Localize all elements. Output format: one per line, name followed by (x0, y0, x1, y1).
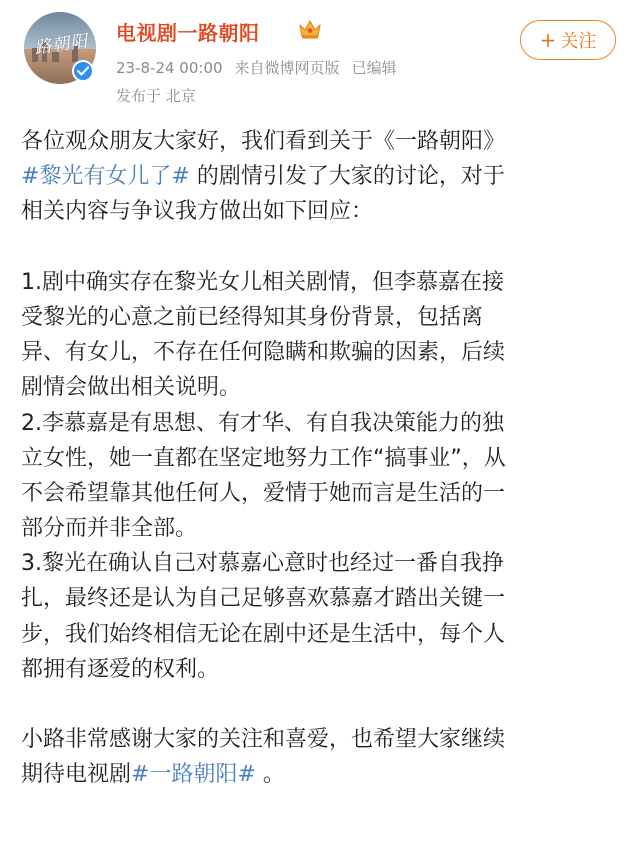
verified-badge-icon (72, 60, 94, 82)
post-line: 剧情会做出相关说明。 (21, 375, 242, 401)
post-line: 不会希望靠其他任何人，爱情于她而言是生活的一 (21, 480, 506, 506)
account-name[interactable]: 电视剧一路朝阳 (116, 21, 260, 45)
post-line: 部分而并非全部。 (21, 516, 198, 542)
post-line: 受黎光的心意之前已经得知其身份背景，包括离 (21, 304, 484, 330)
post-line: 2.李慕嘉是有思想、有才华、有自我决策能力的独 (21, 410, 504, 436)
post-line: 都拥有逐爱的权利。 (21, 656, 220, 682)
follow-button[interactable] (520, 20, 616, 60)
post-line (21, 159, 621, 194)
post-line: 异、有女儿，不存在任何隐瞒和欺骗的因素，后续 (21, 340, 506, 366)
avatar-logo-text: 路朝阳 (33, 31, 90, 59)
post-source: 来自微博网页版 (234, 59, 340, 77)
post-timestamp: 23-8-24 00:00 (116, 59, 223, 77)
post-line: 3.黎光在确认自己对慕嘉心意时也经过一番自我挣 (21, 551, 504, 577)
post-body (21, 124, 621, 793)
post-line (21, 757, 621, 792)
post-line: 各位观众朋友大家好，我们看到关于《一路朝阳》 (21, 129, 506, 154)
post-line: 步，我们始终相信无论在剧中还是生活中，每个人 (21, 621, 506, 647)
topic-link[interactable]: #黎光有女儿了# (21, 164, 190, 190)
post-line: 相关内容与争议我方做出如下回应： (21, 199, 374, 225)
post-text: 期待电视剧 (21, 762, 132, 788)
paragraph-gap (21, 687, 621, 722)
post-meta (116, 57, 409, 78)
post-line: 小路非常感谢大家的关注和喜爱，也希望大家继续 (21, 727, 506, 753)
post-edited-label[interactable]: 已编辑 (351, 59, 397, 77)
paragraph-gap (21, 230, 621, 265)
post-text: 的剧情引发了大家的讨论，对于 (189, 164, 505, 190)
post-text: 。 (255, 762, 285, 788)
post-header (0, 0, 640, 118)
post-location: 发布于 北京 (116, 87, 196, 105)
plus-icon: + (539, 28, 557, 52)
follow-label: 关注 (560, 31, 597, 52)
topic-link[interactable]: #一路朝阳# (131, 762, 256, 788)
crown-icon[interactable] (298, 18, 322, 40)
post-line: 扎，最终还是认为自己足够喜欢慕嘉才踏出关键一 (21, 586, 506, 612)
post-line: 1.剧中确实存在黎光女儿相关剧情，但李慕嘉在接 (21, 269, 504, 295)
post-line: 立女性，她一直都在坚定地努力工作“搞事业”，从 (21, 445, 506, 471)
